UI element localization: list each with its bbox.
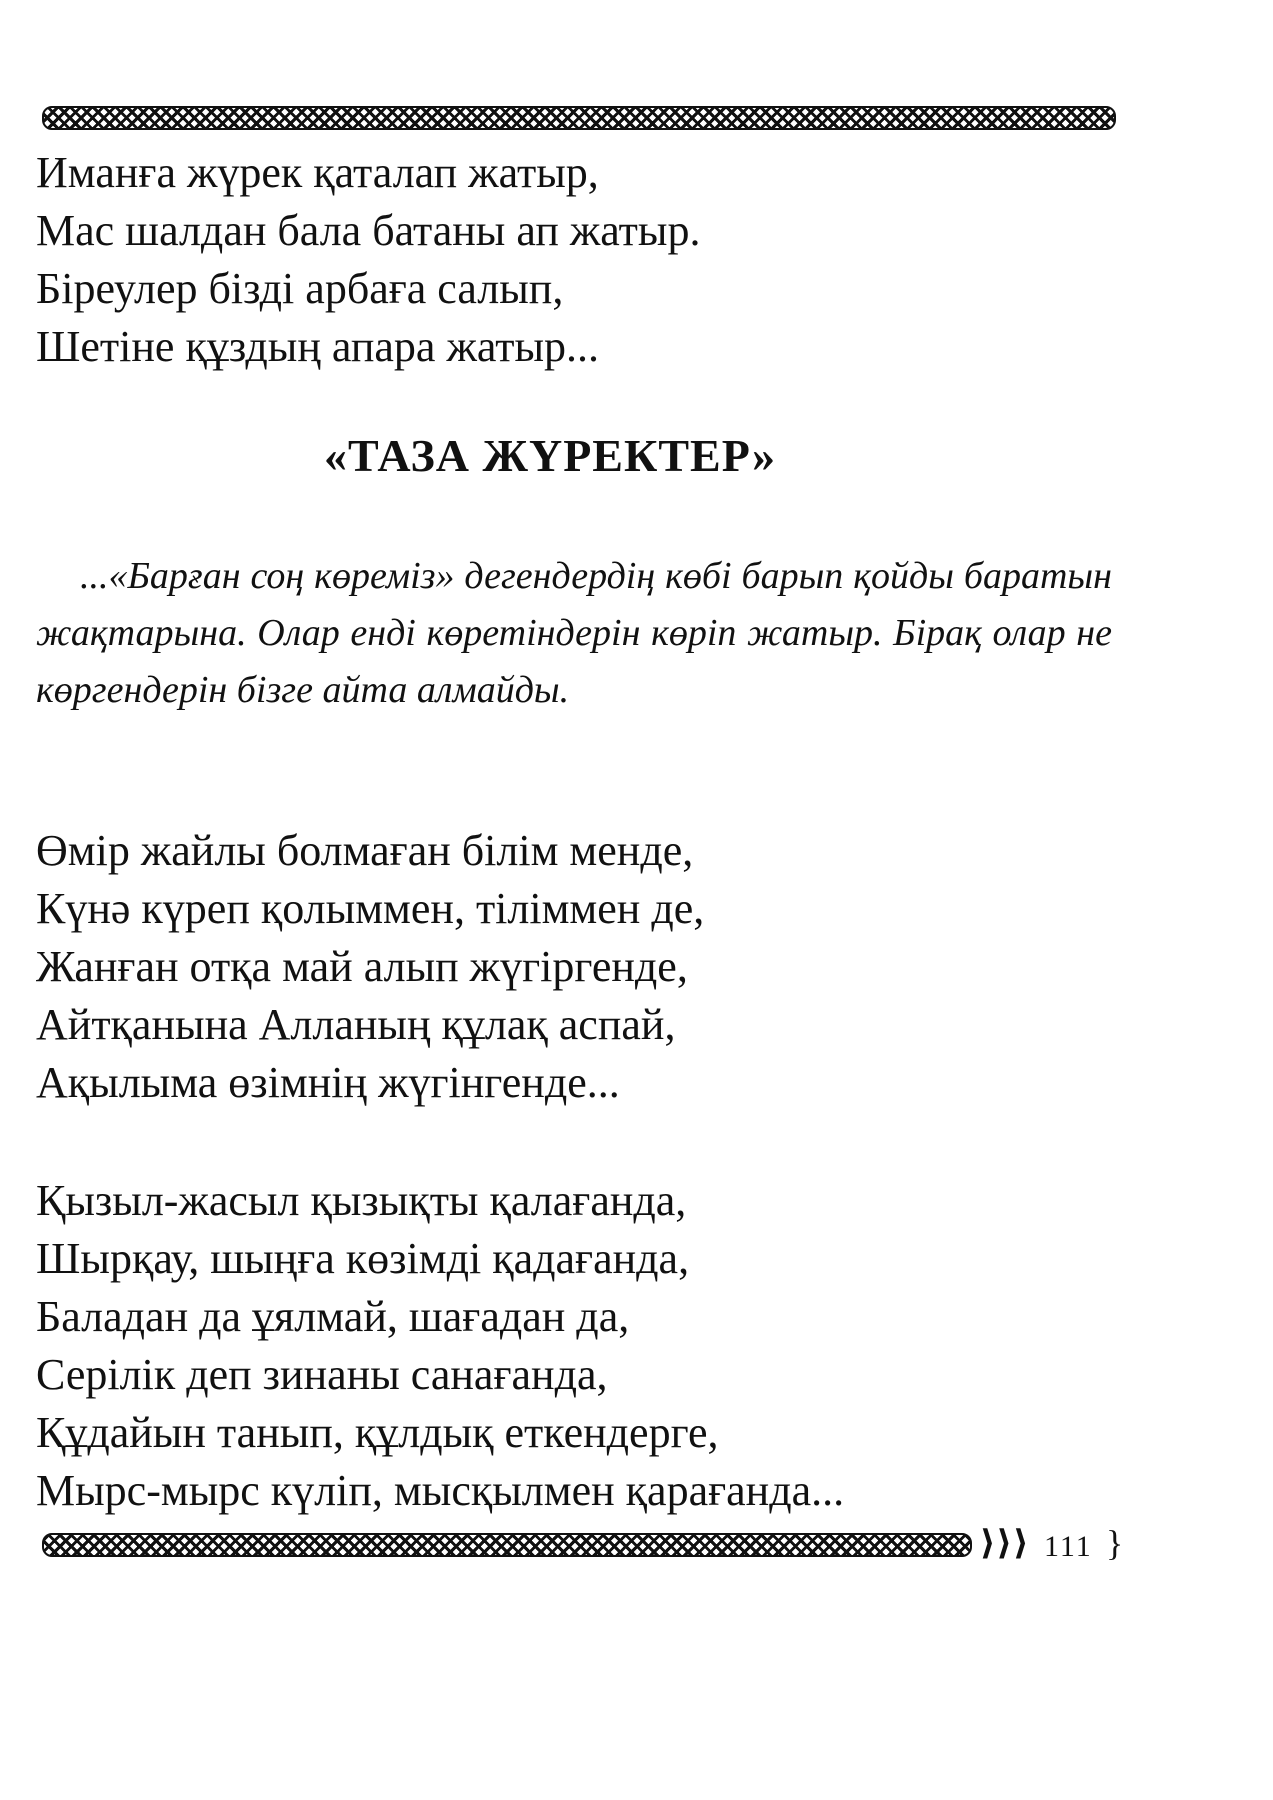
verse-line: Күнә күреп қолыммен, тіліммен де, bbox=[36, 884, 705, 933]
verse-line: Өмір жайлы болмаған білім менде, bbox=[36, 826, 694, 875]
verse-line: Баладан да ұялмай, шағадан да, bbox=[36, 1292, 630, 1341]
footer-brace-icon: } bbox=[1106, 1523, 1124, 1563]
verse-line: Жанған отқа май алып жүгіргенде, bbox=[36, 942, 688, 991]
verse-line: Қызыл-жасыл қызықты қалағанда, bbox=[36, 1176, 687, 1225]
verse-line: Мас шалдан бала батаны ап жатыр. bbox=[36, 206, 701, 255]
epigraph: ...«Барған соң көреміз» дегендердің көбі барып қойды баратын жақтарына. Олар енді көретіндерін көріп жатыр. Бірақ олар не көргендерін бізге айта алмайды. bbox=[36, 555, 1112, 711]
stanza-2 bbox=[36, 822, 704, 1112]
ornament-border-top bbox=[42, 106, 1116, 130]
stanza-1 bbox=[36, 144, 700, 376]
verse-line: Иманға жүрек қаталап жатыр, bbox=[36, 148, 599, 197]
verse-line: Мырс-мырс күліп, мысқылмен қарағанда... bbox=[36, 1466, 845, 1515]
ornament-border-bottom bbox=[42, 1533, 972, 1557]
verse-line: Біреулер бізді арбаға салып, bbox=[36, 264, 564, 313]
stanza-3 bbox=[36, 1172, 844, 1520]
verse-line: Шетіне құздың апара жатыр... bbox=[36, 322, 600, 371]
poem-title: «ТАЗА ЖҮРЕКТЕР» bbox=[324, 430, 776, 481]
verse-line: Серілік деп зинаны санағанда, bbox=[36, 1350, 608, 1399]
verse-line: Шырқау, шыңға көзімді қадағанда, bbox=[36, 1234, 690, 1283]
verse-line: Айтқанына Алланың құлақ аспай, bbox=[36, 1000, 676, 1049]
footer-ornament-glyphs: ⟩⟩⟩ bbox=[980, 1525, 1030, 1562]
page-number: 111 bbox=[1044, 1530, 1093, 1563]
verse-line: Құдайын танып, құлдық еткендерге, bbox=[36, 1408, 719, 1457]
verse-line: Ақылыма өзімнің жүгінгенде... bbox=[36, 1058, 620, 1107]
